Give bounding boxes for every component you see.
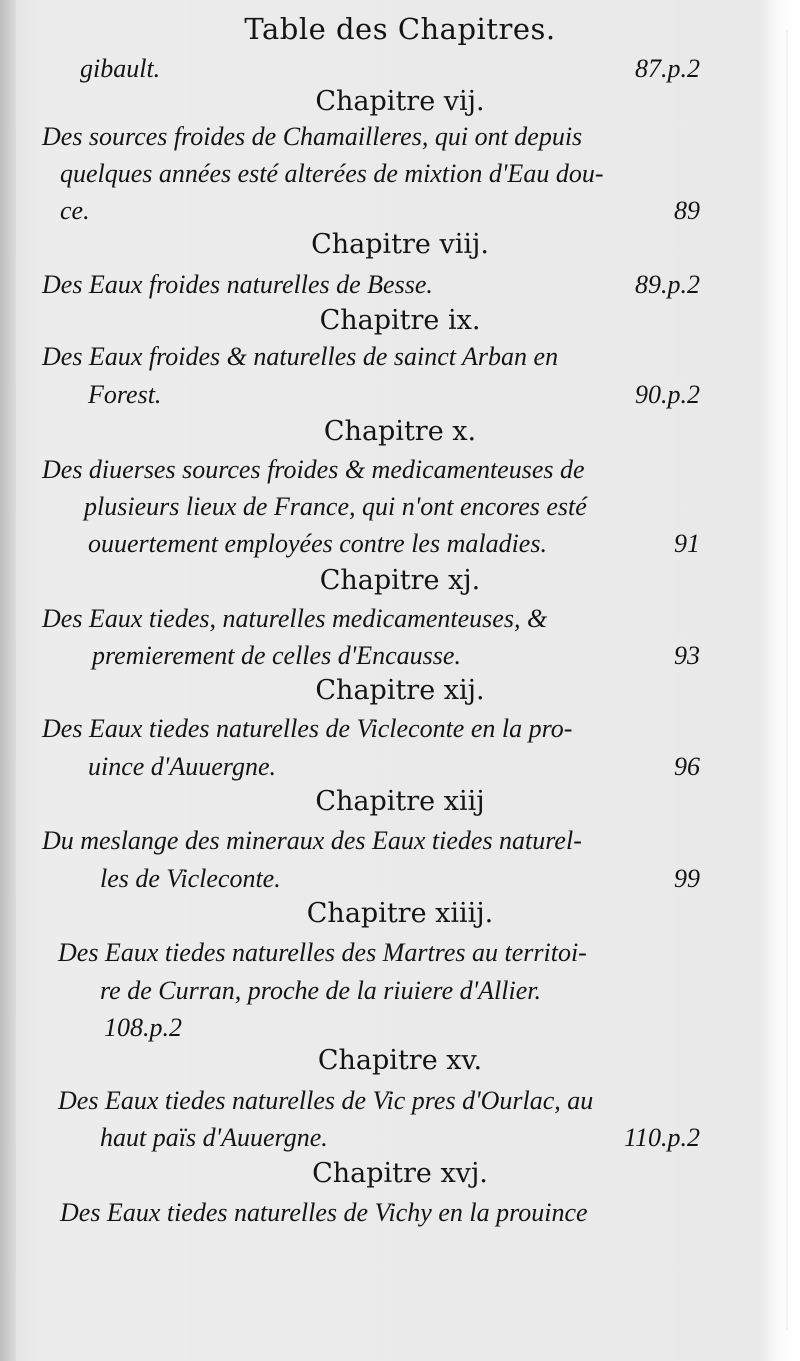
chapter-line: ce. [60,196,90,225]
chapter-line: Des sources froides de Chamailleres, qui ont depuis [42,122,583,151]
chapter-page: 96 [674,752,700,781]
chapter-line: plusieurs lieux de France, qui n'ont encores esté [84,492,587,521]
chapter-line: ouuertement employées contre les maladies. [88,529,547,558]
chapter-heading: Chapitre xj. [319,565,481,596]
chapter-heading: Chapitre ix. [319,305,481,336]
carryover-text: gibault. [80,54,161,83]
chapter-heading: Chapitre xiiij. [306,898,494,929]
chapter-page: 89.p.2 [635,270,700,299]
chapter-heading: Chapitre xv. [317,1045,483,1076]
chapter-line: Des Eaux froides naturelles de Besse. [42,270,433,299]
chapter-heading: Chapitre xiij [315,786,485,817]
page-edge-fade [774,0,800,1361]
chapter-heading: Chapitre xvj. [312,1158,488,1189]
chapter-page: 99 [674,864,700,893]
chapter-line: quelques années esté alterées de mixtion d'Eau dou- [60,159,604,188]
chapter-line: Des Eaux tiedes naturelles de Vichy en la prouince [60,1198,588,1227]
chapter-line: Des Eaux tiedes naturelles des Martres au territoi- [58,938,587,967]
running-head: Table des Chapitres. [244,12,556,46]
carryover-page: 87.p.2 [635,54,700,83]
chapter-line: haut païs d'Auuergne. [100,1123,328,1152]
chapter-line: Des diuerses sources froides & medicamenteuses de [42,455,585,484]
chapter-page: 91 [674,529,700,558]
chapter-line: Des Eaux froides & naturelles de sainct Arban en [42,342,559,371]
chapter-line: premierement de celles d'Encausse. [92,641,461,670]
chapter-line: uince d'Auuergne. [88,752,276,781]
chapter-page: 89 [674,196,700,225]
chapter-page: 90.p.2 [635,380,700,409]
chapter-line: Des Eaux tiedes, naturelles medicamenteuses, & [42,604,548,633]
chapter-heading: Chapitre vij. [315,86,485,117]
chapter-line: Des Eaux tiedes naturelles de Vic pres d'Ourlac, au [58,1086,594,1115]
chapter-heading: Chapitre xij. [315,675,485,706]
chapter-line: Des Eaux tiedes naturelles de Vicleconte en la pro- [42,714,573,743]
chapter-page: 108.p.2 [104,1013,182,1042]
chapter-line: les de Vicleconte. [100,864,281,893]
chapter-page: 93 [674,641,700,670]
chapter-page: 110.p.2 [623,1123,700,1152]
chapter-line: Forest. [88,380,162,409]
chapter-heading: Chapitre x. [323,416,477,447]
chapter-line: re de Curran, proche de la riuiere d'Allier. [100,976,541,1005]
chapter-heading: Chapitre viij. [311,229,489,260]
chapter-line: Du meslange des mineraux des Eaux tiedes naturel- [42,826,582,855]
